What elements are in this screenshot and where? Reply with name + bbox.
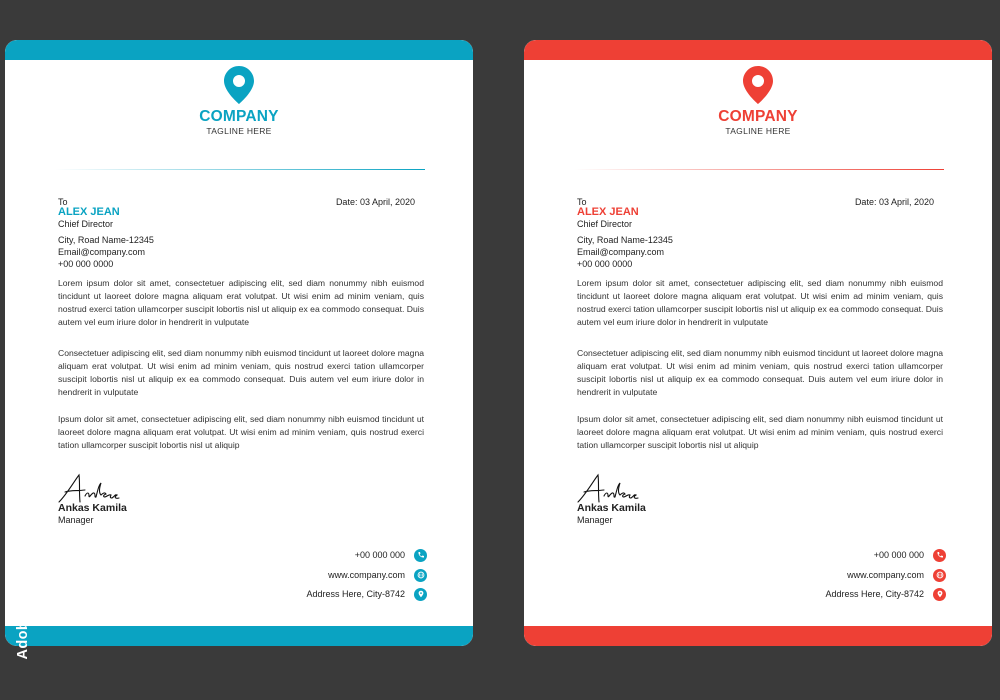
letter-date: Date: 03 April, 2020: [854, 197, 934, 207]
contact-phone-text: +00 000 000: [354, 550, 405, 560]
company-logo: [524, 66, 992, 136]
signer-role: Manager: [577, 515, 613, 525]
recipient-address: City, Road Name-12345: [577, 235, 673, 245]
contact-phone: [874, 548, 946, 562]
phone-icon: [933, 549, 946, 562]
header-divider: [55, 169, 425, 170]
stock-watermark-id: [12, 444, 34, 684]
body-paragraph-2: Consectetuer adipiscing elit, sed diam nonummy nibh euismod tincidunt ut laoreet dolore magna aliquam erat volutpat. Ut wisi enim ad minim veniam, quis nostrud exerci tation ullamcorper suscipit lobortis nisl ut aliquip ex ea commodo consequat. Duis autem vel eum iriure dolor in hendrerit in vulputate: [58, 348, 424, 397]
recipient-email: Email@company.com: [577, 247, 664, 257]
contact-website: [328, 568, 427, 582]
signer-name: Ankas Kamila: [58, 502, 127, 514]
company-tagline: TAGLINE HERE: [725, 126, 791, 136]
phone-icon: [414, 549, 427, 562]
contact-phone-text: +00 000 000: [873, 550, 924, 560]
body-paragraph-1: Lorem ipsum dolor sit amet, consectetuer adipiscing elit, sed diam nonummy nibh euismod tincidunt ut laoreet dolore magna aliquam erat volutpat. Ut wisi enim ad minim veniam, quis nostrud exerci tation ullamcorper suscipit lobortis nisl ut aliquip ex ea commodo consequat. Duis autem vel eum iriure dolor in hendrerit in vulputate: [577, 278, 943, 327]
map-pin-icon: [224, 66, 254, 104]
globe-icon: [414, 569, 427, 582]
body-paragraph-2: Consectetuer adipiscing elit, sed diam nonummy nibh euismod tincidunt ut laoreet dolore magna aliquam erat volutpat. Ut wisi enim ad minim veniam, quis nostrud exerci tation ullamcorper suscipit lobortis nisl ut aliquip ex ea commodo consequat. Duis autem vel eum iriure dolor in hendrerit in vulputate: [577, 348, 943, 397]
top-accent-bar: [5, 40, 473, 60]
globe-icon: [933, 569, 946, 582]
contact-address: [825, 587, 946, 601]
company-name: COMPANY: [718, 108, 798, 125]
to-label: To: [577, 197, 587, 207]
recipient-name: ALEX JEAN: [58, 206, 120, 218]
body-paragraph-3: Ipsum dolor sit amet, consectetuer adipiscing elit, sed diam nonummy nibh euismod tincidunt ut laoreet dolore magna aliquam erat volutpat. Ut wisi enim ad minim veniam, quis nostrud exerci tation ullamcorper suscipit lobortis nisl ut aliquip: [577, 414, 943, 450]
company-tagline: TAGLINE HERE: [206, 126, 272, 136]
contact-website-text: www.company.com: [328, 570, 405, 580]
recipient-address: City, Road Name-12345: [58, 235, 154, 245]
letterhead-blue: [5, 40, 473, 646]
recipient-email: Email@company.com: [58, 247, 145, 257]
header-divider: [574, 169, 944, 170]
recipient-name: ALEX JEAN: [577, 206, 639, 218]
stock-watermark-text: Adobe Stock | #136356479: [15, 468, 31, 660]
bottom-accent-bar: [5, 626, 473, 646]
recipient-phone: +00 000 0000: [577, 259, 633, 269]
contact-address-text: Address Here, City-8742: [825, 589, 924, 599]
contact-address: [306, 587, 427, 601]
location-icon: [414, 588, 427, 601]
to-label: To: [58, 197, 68, 207]
top-accent-bar: [524, 40, 992, 60]
recipient-phone: +00 000 0000: [58, 259, 114, 269]
company-name: COMPANY: [199, 108, 279, 125]
contact-phone: [355, 548, 427, 562]
contact-website: [847, 568, 946, 582]
signature-image: [55, 472, 135, 506]
signer-role: Manager: [58, 515, 94, 525]
location-icon: [933, 588, 946, 601]
letterhead-red: [524, 40, 992, 646]
signature-image: [574, 472, 654, 506]
bottom-accent-bar: [524, 626, 992, 646]
letter-date: Date: 03 April, 2020: [335, 197, 415, 207]
recipient-role: Chief Director: [58, 219, 114, 229]
body-paragraph-3: Ipsum dolor sit amet, consectetuer adipiscing elit, sed diam nonummy nibh euismod tincidunt ut laoreet dolore magna aliquam erat volutpat. Ut wisi enim ad minim veniam, quis nostrud exerci tation ullamcorper suscipit lobortis nisl ut aliquip: [58, 414, 424, 450]
company-logo: [5, 66, 473, 136]
contact-address-text: Address Here, City-8742: [306, 589, 405, 599]
contact-website-text: www.company.com: [847, 570, 924, 580]
recipient-role: Chief Director: [577, 219, 633, 229]
map-pin-icon: [743, 66, 773, 104]
body-paragraph-1: Lorem ipsum dolor sit amet, consectetuer adipiscing elit, sed diam nonummy nibh euismod tincidunt ut laoreet dolore magna aliquam erat volutpat. Ut wisi enim ad minim veniam, quis nostrud exerci tation ullamcorper suscipit lobortis nisl ut aliquip ex ea commodo consequat. Duis autem vel eum iriure dolor in hendrerit in vulputate: [58, 278, 424, 327]
signer-name: Ankas Kamila: [577, 502, 646, 514]
